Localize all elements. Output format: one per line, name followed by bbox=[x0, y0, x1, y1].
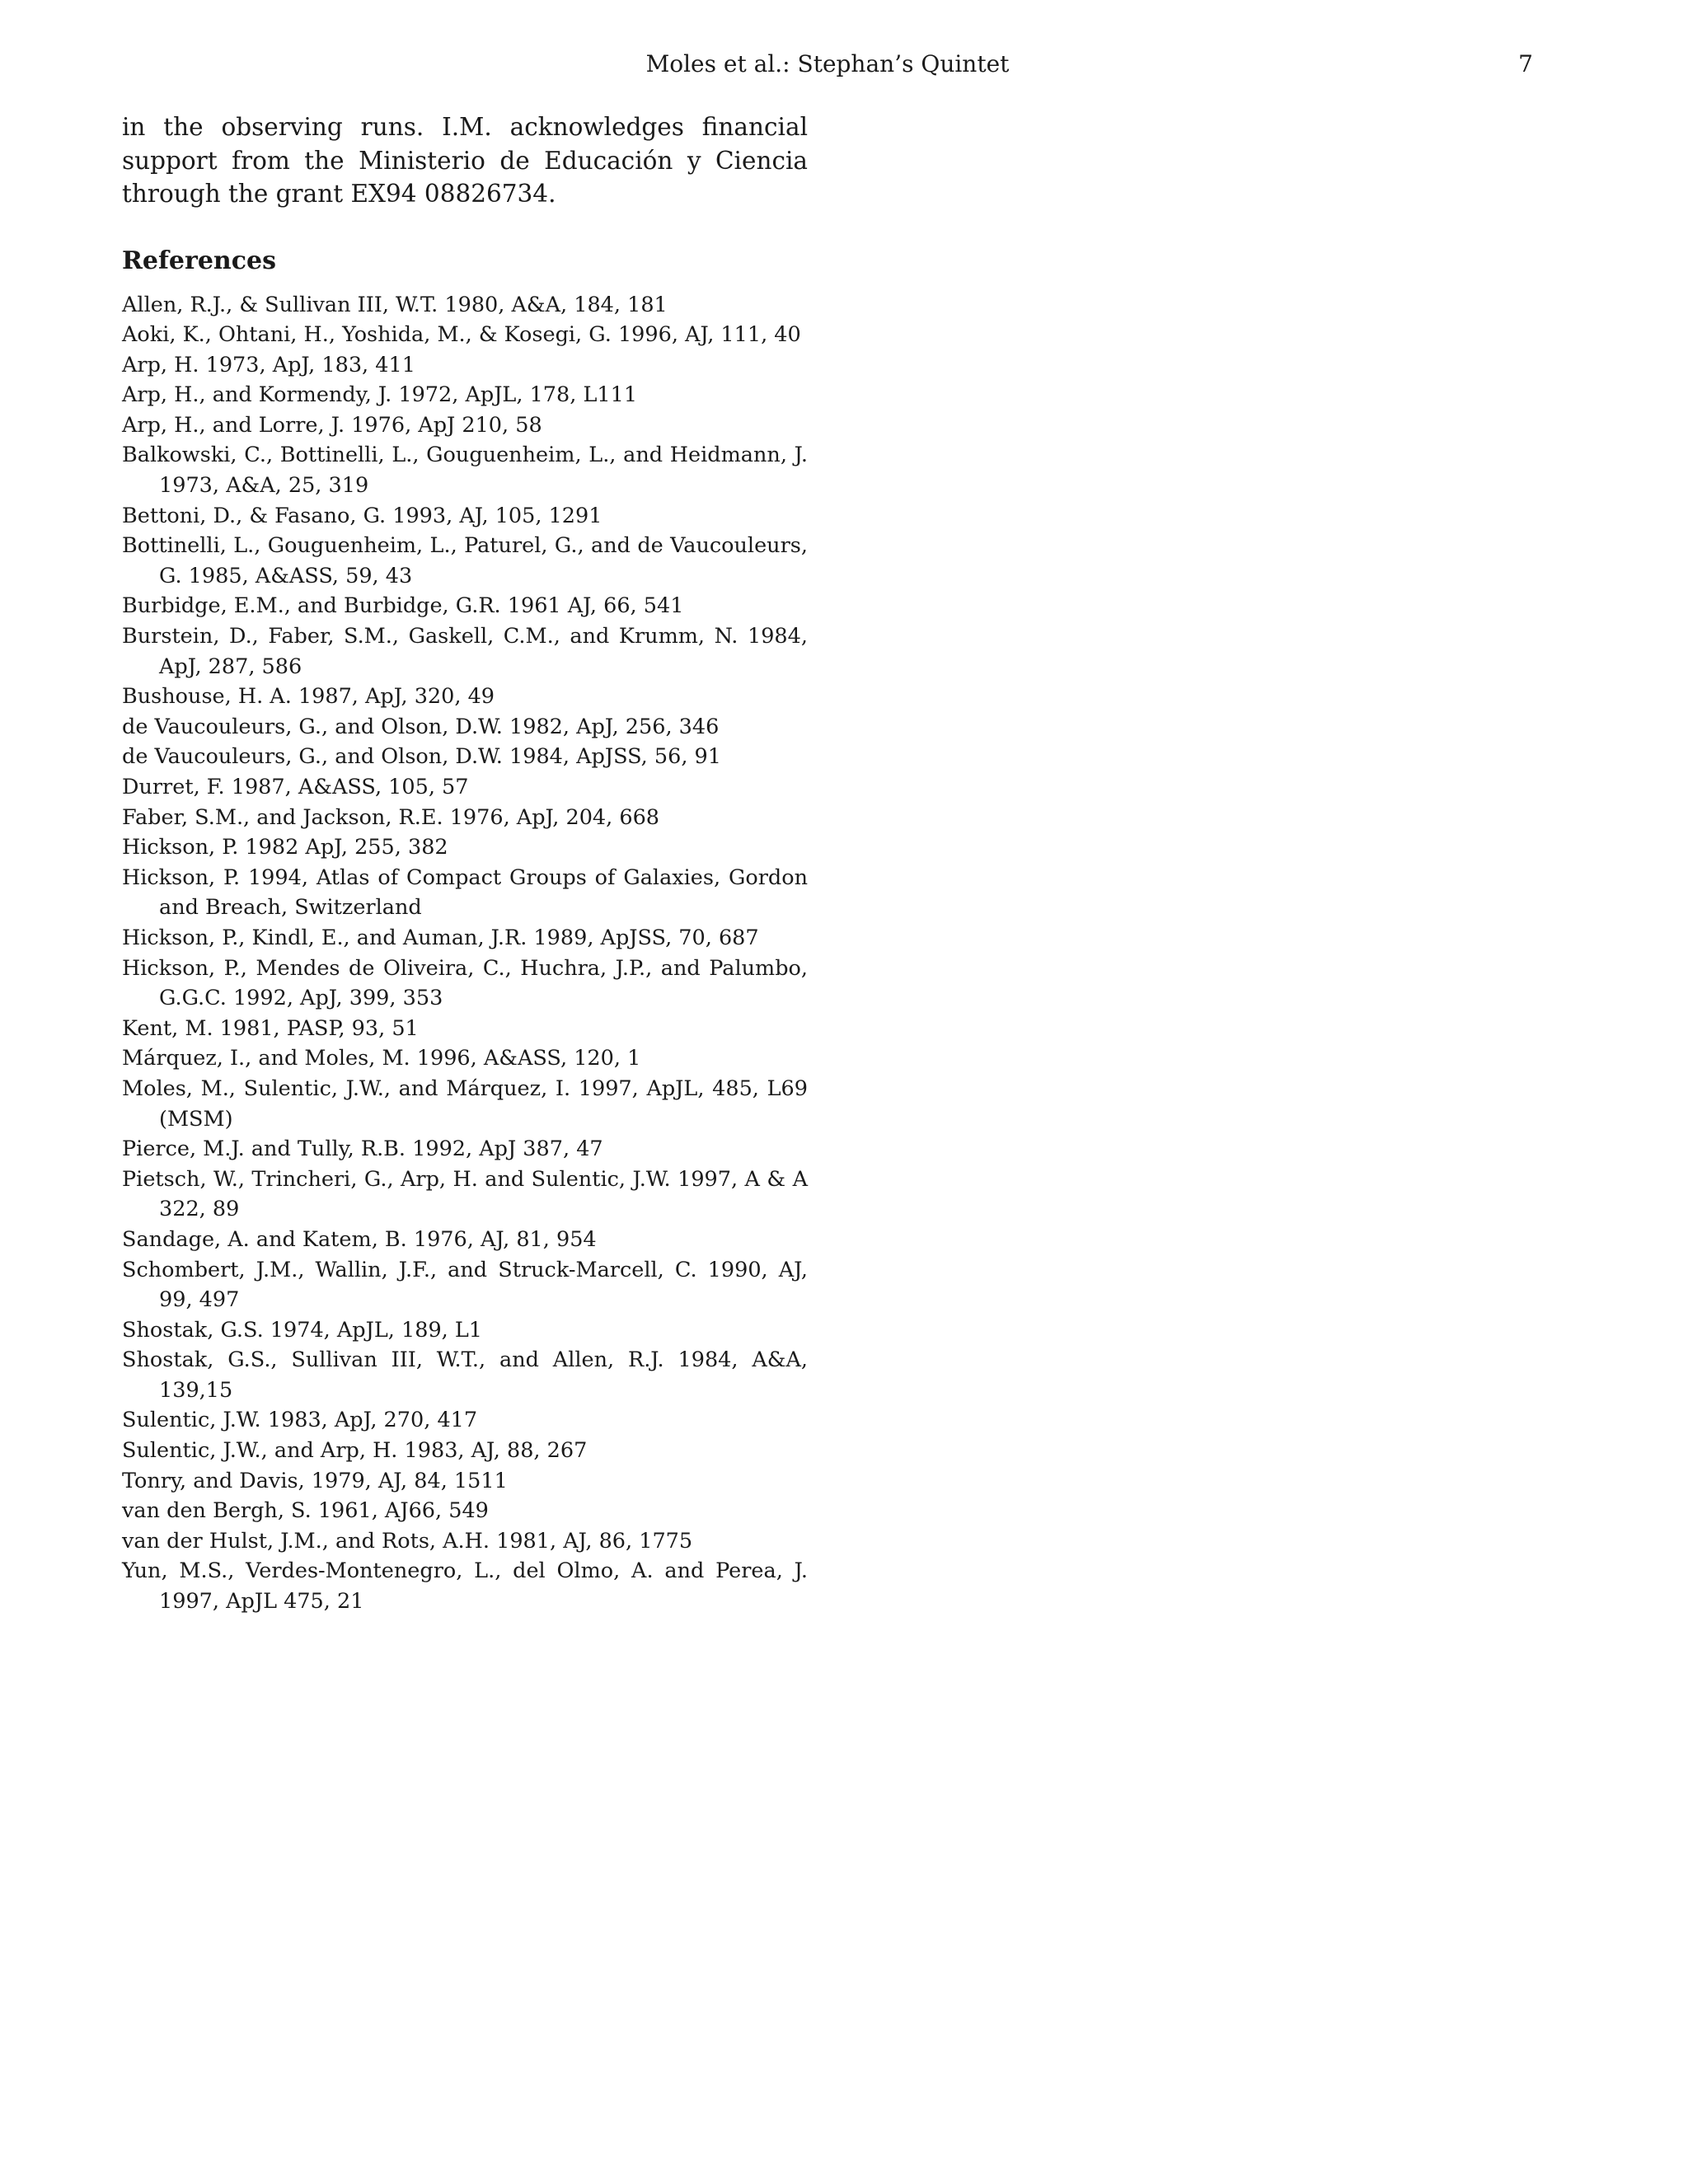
reference-item: Yun, M.S., Verdes-Montenegro, L., del Olmo, A. and Perea, J. 1997, ApJL 475, 21 bbox=[122, 1558, 808, 1615]
reference-item: Faber, S.M., and Jackson, R.E. 1976, ApJ, 204, 668 bbox=[122, 804, 660, 830]
reference-item: Tonry, and Davis, 1979, AJ, 84, 1511 bbox=[122, 1468, 508, 1493]
references-heading: References bbox=[122, 246, 276, 275]
reference-item: Bettoni, D., & Fasano, G. 1993, AJ, 105, 1291 bbox=[122, 503, 603, 528]
reference-item: Burbidge, E.M., and Burbidge, G.R. 1961 AJ, 66, 541 bbox=[122, 593, 684, 619]
reference-item: Burstein, D., Faber, S.M., Gaskell, C.M., and Krumm, N. 1984, ApJ, 287, 586 bbox=[122, 624, 808, 679]
reference-item: van den Bergh, S. 1961, AJ66, 549 bbox=[122, 1498, 489, 1524]
references-list bbox=[122, 290, 808, 1617]
reference-item: Shostak, G.S. 1974, ApJL, 189, L1 bbox=[122, 1317, 483, 1343]
reference-item: Schombert, J.M., Wallin, J.F., and Struck-Marcell, C. 1990, AJ, 99, 497 bbox=[122, 1257, 808, 1313]
reference-item: Hickson, P. 1982 ApJ, 255, 382 bbox=[122, 835, 448, 860]
reference-item: de Vaucouleurs, G., and Olson, D.W. 1982, ApJ, 256, 346 bbox=[122, 714, 720, 739]
reference-item: Balkowski, C., Bottinelli, L., Gouguenheim, L., and Heidmann, J. 1973, A&A, 25, 319 bbox=[122, 443, 808, 499]
reference-item: Shostak, G.S., Sullivan III, W.T., and Allen, R.J. 1984, A&A, 139,15 bbox=[122, 1347, 808, 1403]
reference-item: van der Hulst, J.M., and Rots, A.H. 1981, AJ, 86, 1775 bbox=[122, 1528, 693, 1554]
left-column bbox=[122, 110, 808, 1617]
running-header bbox=[122, 48, 1533, 81]
reference-item: Sulentic, J.W., and Arp, H. 1983, AJ, 88, 267 bbox=[122, 1438, 588, 1464]
reference-item: Hickson, P., Kindl, E., and Auman, J.R. 1989, ApJSS, 70, 687 bbox=[122, 925, 759, 950]
reference-item: Márquez, I., and Moles, M. 1996, A&ASS, 120, 1 bbox=[122, 1046, 641, 1071]
acknowledgement-paragraph: in the observing runs. I.M. acknowledges financial support from the Ministerio de Educación y Ciencia through the grant EX94 08826734. bbox=[122, 113, 808, 208]
reference-item: Hickson, P. 1994, Atlas of Compact Groups of Galaxies, Gordon and Breach, Switzerland bbox=[122, 865, 808, 921]
reference-item: de Vaucouleurs, G., and Olson, D.W. 1984, ApJSS, 56, 91 bbox=[122, 744, 721, 770]
reference-item: Sandage, A. and Katem, B. 1976, AJ, 81, 954 bbox=[122, 1226, 597, 1252]
running-title: Moles et al.: Stephan’s Quintet bbox=[645, 50, 1010, 77]
reference-item: Moles, M., Sulentic, J.W., and Márquez, I. 1997, ApJL, 485, L69 (MSM) bbox=[122, 1076, 808, 1132]
page-number: 7 bbox=[1518, 50, 1533, 77]
reference-item: Hickson, P., Mendes de Oliveira, C., Huchra, J.P., and Palumbo, G.G.C. 1992, ApJ, 399, 353 bbox=[122, 955, 808, 1011]
reference-item: Sulentic, J.W. 1983, ApJ, 270, 417 bbox=[122, 1408, 478, 1433]
reference-item: Durret, F. 1987, A&ASS, 105, 57 bbox=[122, 775, 469, 799]
reference-item: Kent, M. 1981, PASP, 93, 51 bbox=[122, 1015, 419, 1041]
reference-item: Arp, H., and Lorre, J. 1976, ApJ 210, 58 bbox=[122, 412, 542, 438]
reference-item: Bottinelli, L., Gouguenheim, L., Paturel, G., and de Vaucouleurs, G. 1985, A&ASS, 59, 43 bbox=[122, 533, 808, 588]
reference-item: Aoki, K., Ohtani, H., Yoshida, M., & Kosegi, G. 1996, AJ, 111, 40 bbox=[122, 322, 801, 348]
reference-item: Arp, H. 1973, ApJ, 183, 411 bbox=[122, 352, 415, 377]
reference-item: Bushouse, H. A. 1987, ApJ, 320, 49 bbox=[122, 684, 495, 710]
reference-item: Pierce, M.J. and Tully, R.B. 1992, ApJ 387, 47 bbox=[122, 1137, 603, 1162]
reference-item: Allen, R.J., & Sullivan III, W.T. 1980, A&A, 184, 181 bbox=[122, 292, 668, 317]
reference-item: Pietsch, W., Trincheri, G., Arp, H. and Sulentic, J.W. 1997, A & A 322, 89 bbox=[122, 1166, 808, 1222]
reference-item: Arp, H., and Kormendy, J. 1972, ApJL, 178, L111 bbox=[122, 382, 638, 408]
